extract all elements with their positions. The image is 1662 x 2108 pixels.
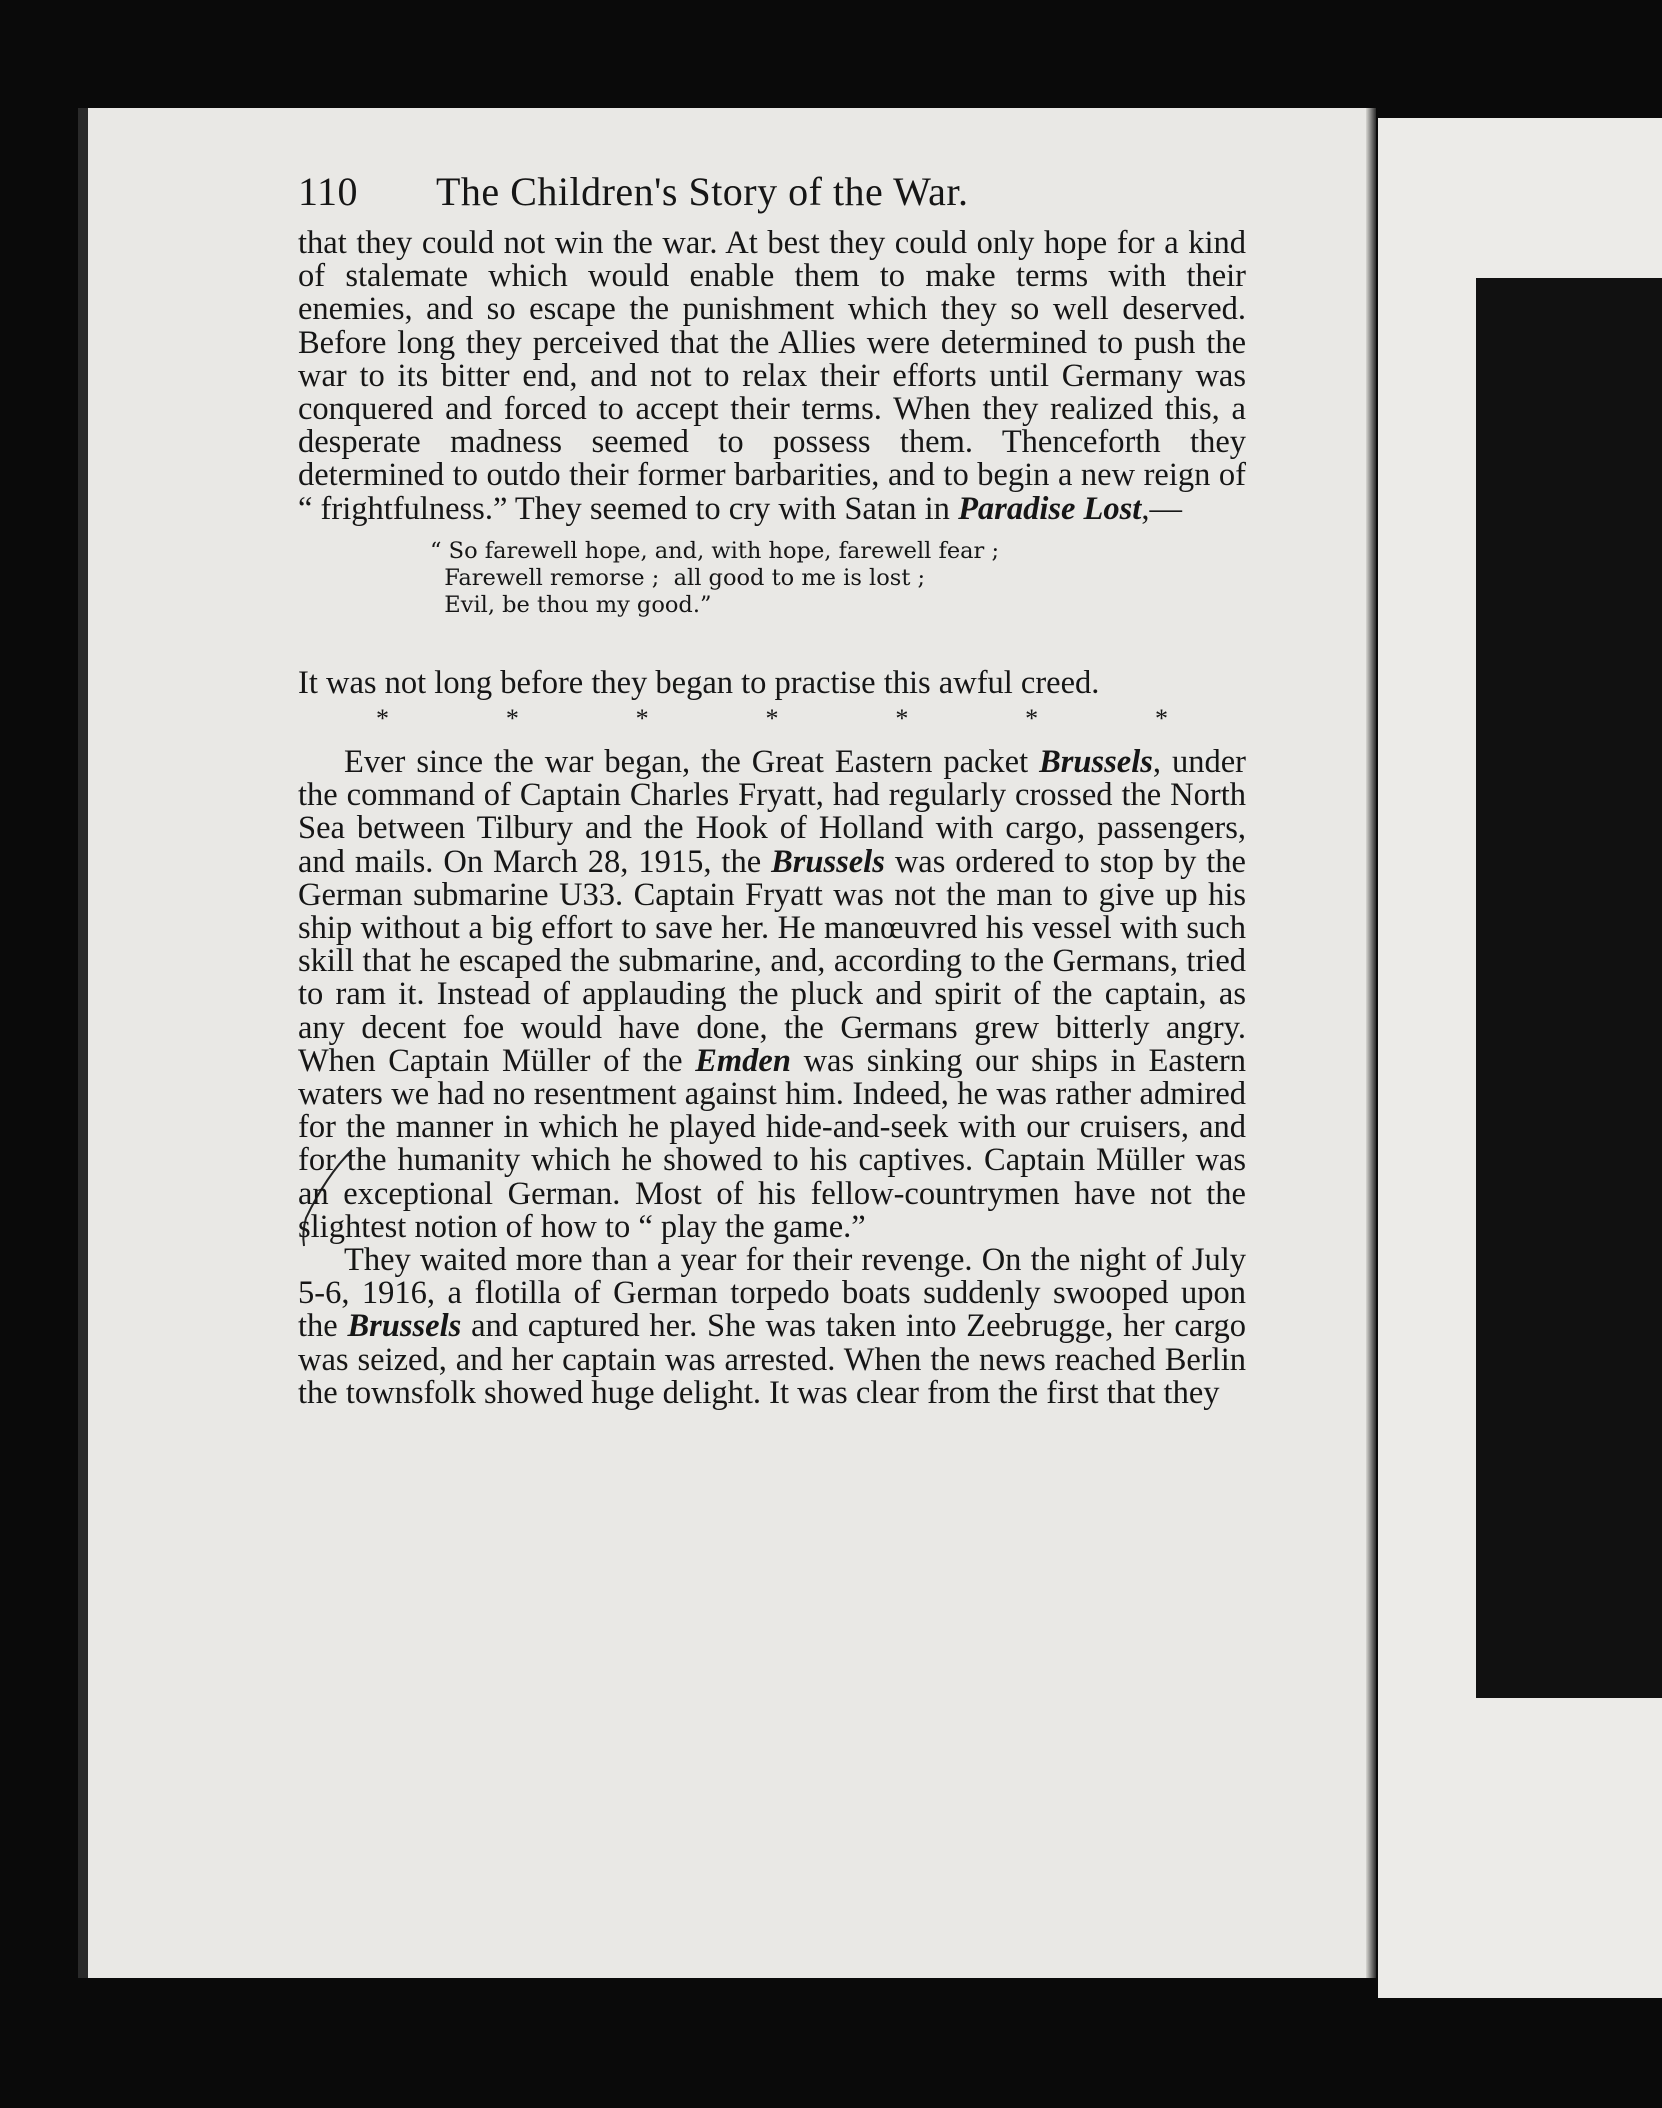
separator-star: * — [635, 704, 649, 734]
quote-line-3: Evil, be thou my good.” — [430, 591, 712, 618]
paragraph-3 — [298, 746, 1246, 1244]
quote-line-1: “ So farewell hope, and, with hope, farewell fear ; — [430, 537, 1000, 564]
paragraph-4-part-a: They waited more than a year for their revenge. On the night of July 5-6, 1916, a flotilla of German torpedo boats suddenly swooped upon the — [298, 1242, 1246, 1345]
paragraph-1 — [298, 227, 1246, 526]
paragraph-3-part-a: Ever since the war began, the Great Eastern packet — [344, 744, 1040, 781]
milton-quote — [430, 538, 1246, 619]
paragraph-1-end: ,— — [1141, 490, 1182, 527]
paragraph-3-part-b: , under the command of Captain Charles Fryatt, had regularly crossed the North Sea between Tilbury and the Hook of Holland with cargo, passengers, and mails. On March 28, 1915, the — [298, 744, 1246, 880]
separator-star: * — [765, 704, 779, 734]
ship-name-brussels: Brussels — [347, 1308, 462, 1345]
page-number: 110 — [298, 169, 359, 214]
paragraph-3-part-d: was sinking our ships in Eastern waters we had no resentment against him. Indeed, he was rather admired for the manner in which he played hide-and-seek with our cruisers, and for the humanity which he showed to his captives. Captain Müller was an exceptional German. Most of his fellow-countrymen have not the slightest notion of how to “ play the game.” — [298, 1042, 1246, 1245]
ship-name-brussels: Brussels — [771, 843, 885, 880]
paragraph-2: It was not long before they began to practise this awful creed. — [298, 664, 1100, 701]
ship-name-brussels: Brussels — [1039, 744, 1153, 781]
paragraph-3-part-c: was ordered to stop by the German submarine U33. Captain Fryatt was not the man to give up his ship without a big effort to save her. He manœuvred his vessel with such skill that he escaped the submarine, and, according to the Germans, tried to ram it. Instead of applauding the pluck and spirit of the captain, as any decent foe would have done, the Germans grew bitterly angry. When Captain Müller of the — [298, 843, 1246, 1079]
paradise-lost-title: Paradise Lost — [958, 490, 1142, 527]
separator-star: * — [895, 704, 909, 734]
page-text — [298, 168, 1246, 1410]
paragraph-4-part-b: and captured her. She was taken into Zeebrugge, her cargo was seized, and her captain was arrested. When the news reached Berlin the townsfolk showed huge delight. It was clear from the first that they — [298, 1308, 1246, 1411]
running-title: The Children's Story of the War. — [436, 169, 969, 214]
section-separator — [298, 700, 1246, 734]
ship-name-emden: Emden — [695, 1042, 791, 1079]
separator-star: * — [1025, 704, 1039, 734]
running-header — [298, 168, 1246, 215]
separator-star: * — [505, 704, 519, 734]
quote-line-2: Farewell remorse ; all good to me is lost ; — [430, 564, 926, 591]
separator-star: * — [1154, 704, 1168, 734]
facing-plate-dark — [1476, 278, 1662, 1698]
paragraph-1-text: that they could not win the war. At best they could only hope for a kind of stalemate which would enable them to make terms with their enemies, and so escape the punishment which they so well deserved. Before long they perceived that the Allies were determined to push the war to its bitter end, and not to relax their efforts until Germany was conquered and forced to accept their terms. When they realized this, a desperate madness seemed to possess them. Thenceforth they determined to outdo their former barbarities, and to begin a new reign of “ frightfulness.” They seemed to cry with Satan in — [298, 225, 1246, 527]
paragraph-4 — [298, 1244, 1246, 1410]
separator-star: * — [376, 704, 389, 734]
right-page — [1378, 118, 1662, 1998]
